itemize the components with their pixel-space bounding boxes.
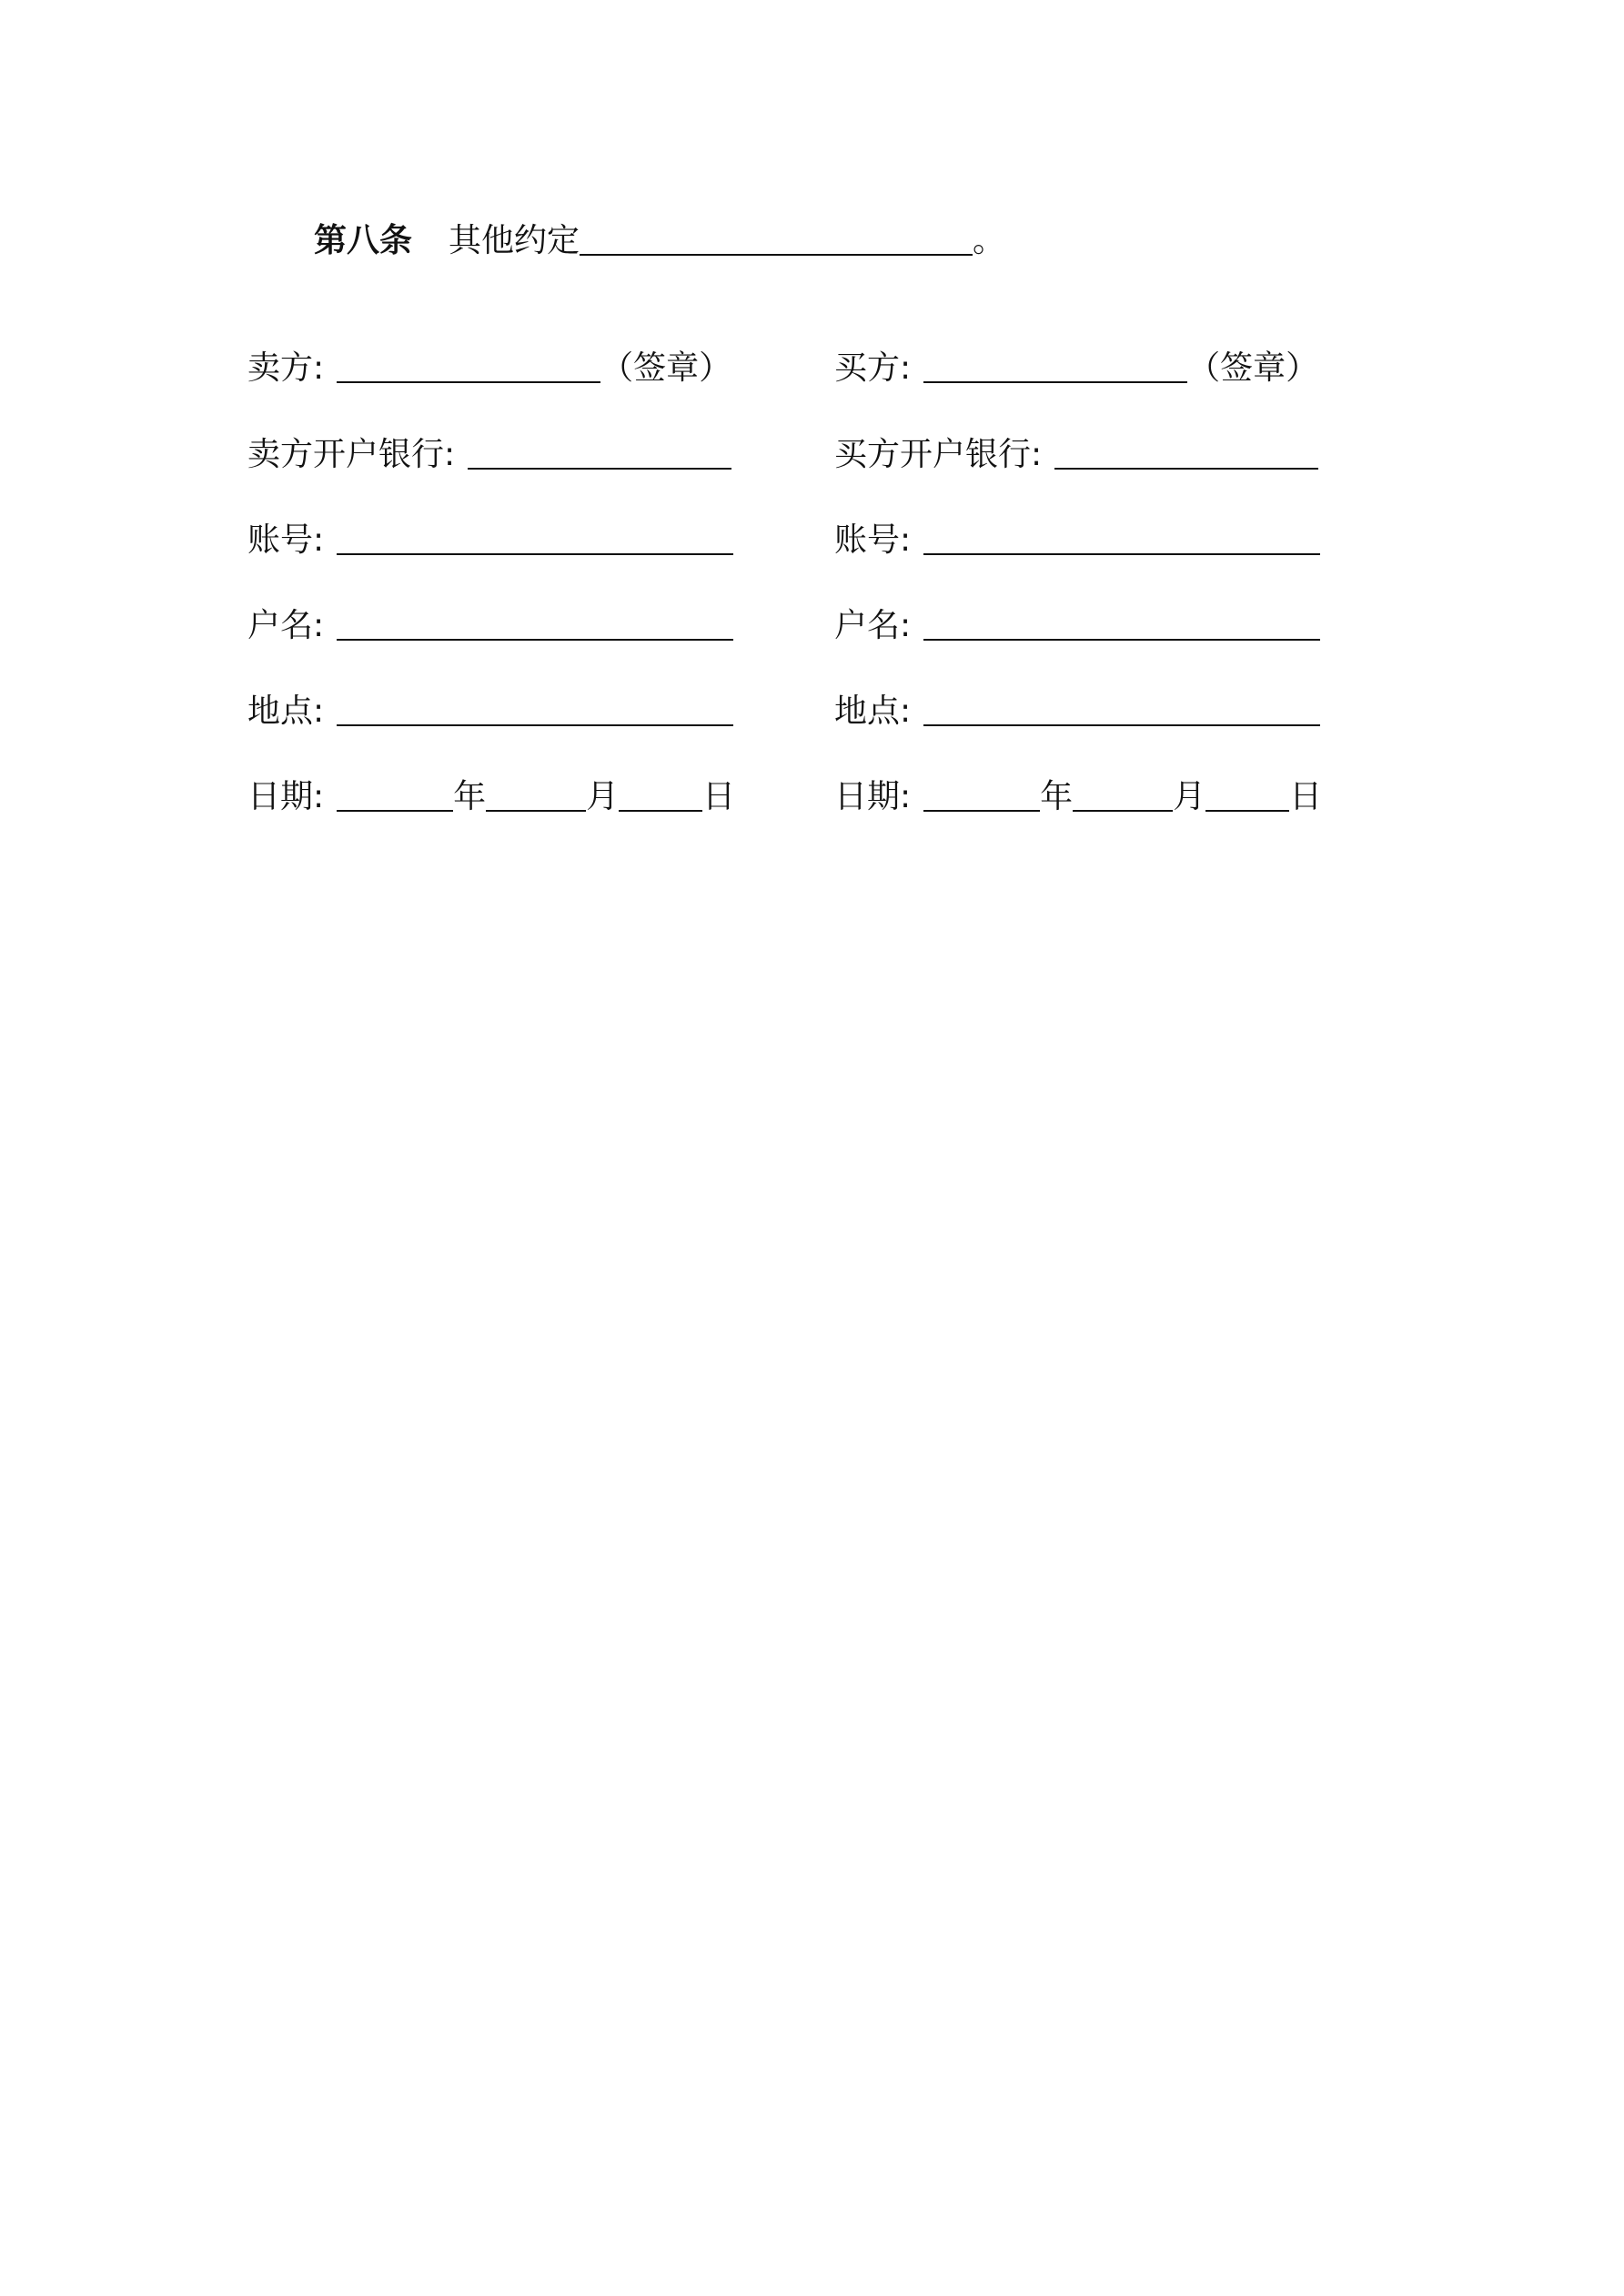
seller-name-row bbox=[247, 608, 733, 644]
buyer-year-blank[interactable] bbox=[923, 781, 1040, 812]
other-agreement-blank[interactable] bbox=[580, 225, 973, 256]
buyer-date-row bbox=[834, 779, 1322, 815]
buyer-month-blank[interactable] bbox=[1073, 781, 1173, 812]
buyer-account-blank[interactable] bbox=[923, 524, 1320, 555]
buyer-day-blank[interactable] bbox=[1205, 781, 1289, 812]
seller-place-blank[interactable] bbox=[337, 695, 733, 726]
buyer-account-label: 账号: bbox=[834, 521, 912, 559]
buyer-place-blank[interactable] bbox=[923, 695, 1320, 726]
buyer-day-label: 日 bbox=[1289, 778, 1323, 815]
buyer-bank-blank[interactable] bbox=[1054, 439, 1318, 470]
seller-year-blank[interactable] bbox=[337, 781, 453, 812]
buyer-name-row bbox=[834, 608, 1320, 644]
article-8 bbox=[314, 223, 1005, 259]
buyer-month-label: 月 bbox=[1173, 778, 1206, 815]
seller-bank-label: 卖方开户银行: bbox=[247, 436, 456, 473]
seller-place-label: 地点: bbox=[247, 693, 325, 730]
seller-account-row bbox=[247, 522, 733, 559]
seller-date-row bbox=[247, 779, 735, 815]
article-end: 。 bbox=[973, 222, 1006, 259]
seller-name-label: 户名: bbox=[247, 607, 325, 644]
buyer-place-row bbox=[834, 693, 1320, 730]
seller-day-blank[interactable] bbox=[619, 781, 702, 812]
buyer-label: 买方: bbox=[834, 349, 912, 387]
seller-month-label: 月 bbox=[586, 778, 620, 815]
article-number: 第八条 bbox=[314, 222, 413, 259]
buyer-bank-label: 买方开户银行: bbox=[834, 436, 1043, 473]
seller-seal-label: （签章） bbox=[600, 349, 732, 387]
buyer-seal-label: （签章） bbox=[1187, 349, 1319, 387]
buyer-name-blank[interactable] bbox=[923, 610, 1320, 641]
buyer-place-label: 地点: bbox=[834, 693, 912, 730]
buyer-account-row bbox=[834, 522, 1320, 559]
seller-account-blank[interactable] bbox=[337, 524, 733, 555]
buyer-bank-row bbox=[834, 437, 1318, 473]
seller-account-label: 账号: bbox=[247, 521, 325, 559]
seller-date-label: 日期: bbox=[247, 778, 325, 815]
article-text: 其他约定 bbox=[449, 222, 580, 259]
buyer-date-label: 日期: bbox=[834, 778, 912, 815]
buyer-name-label: 户名: bbox=[834, 607, 912, 644]
seller-month-blank[interactable] bbox=[486, 781, 586, 812]
seller-bank-blank[interactable] bbox=[468, 439, 731, 470]
seller-place-row bbox=[247, 693, 733, 730]
seller-party-row bbox=[247, 350, 731, 387]
seller-year-label: 年 bbox=[453, 778, 487, 815]
seller-day-label: 日 bbox=[702, 778, 736, 815]
buyer-party-row bbox=[834, 350, 1318, 387]
seller-label: 卖方: bbox=[247, 349, 325, 387]
seller-name-blank[interactable] bbox=[337, 610, 733, 641]
seller-signature-blank[interactable] bbox=[337, 352, 600, 383]
seller-bank-row bbox=[247, 437, 731, 473]
buyer-year-label: 年 bbox=[1040, 778, 1074, 815]
buyer-signature-blank[interactable] bbox=[923, 352, 1187, 383]
